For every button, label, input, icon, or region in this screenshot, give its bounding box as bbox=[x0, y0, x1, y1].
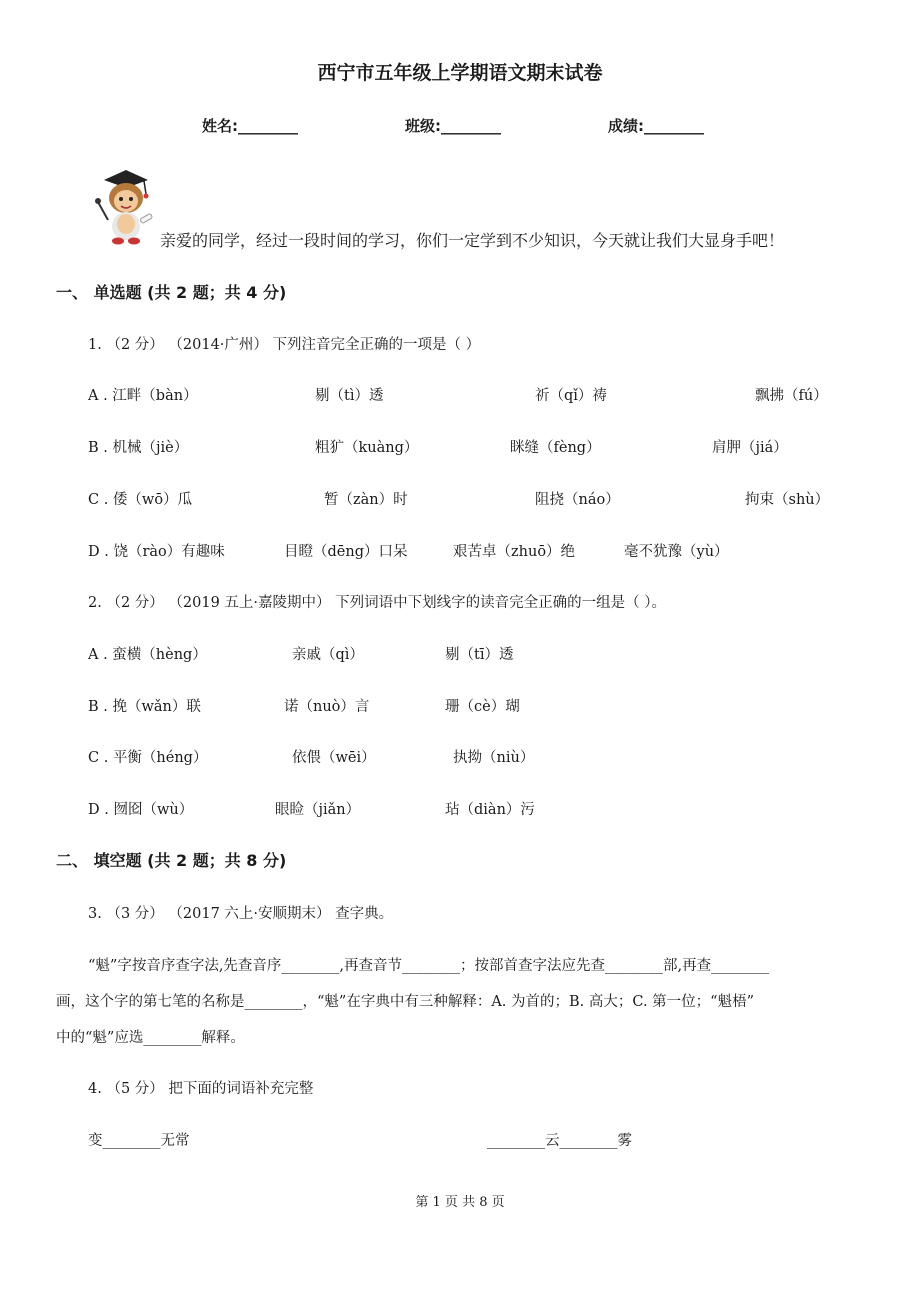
q1-option-c-1: C . 倭（wō）瓜 bbox=[88, 492, 193, 508]
q1-option-a-2: 剔（tì）透 bbox=[315, 388, 384, 404]
question-4-stem: 4. （5 分） 把下面的词语补充完整 bbox=[88, 1081, 314, 1097]
score-field: 成绩:________ bbox=[608, 117, 704, 135]
graduate-mascot-icon bbox=[86, 162, 158, 246]
question-1-stem: 1. （2 分） （2014·广州） 下列注音完全正确的一项是（ ） bbox=[88, 337, 481, 353]
q2-option-c-3: 执拗（niù） bbox=[453, 750, 535, 766]
q1-option-d-2: 目瞪（dēng）口呆 bbox=[284, 544, 408, 560]
question-3-line-3: 中的“魁”应选________解释。 bbox=[56, 1030, 245, 1046]
q1-option-b-4: 肩胛（jiá） bbox=[712, 440, 788, 456]
q2-option-d-2: 眼睑（jiǎn） bbox=[275, 802, 361, 818]
q2-option-b-2: 诺（nuò）言 bbox=[284, 699, 370, 715]
q1-option-b-2: 粗犷（kuàng） bbox=[315, 440, 419, 456]
q1-option-b-3: 眯缝（fèng） bbox=[510, 440, 601, 456]
q2-option-d-3: 玷（diàn）污 bbox=[445, 802, 535, 818]
q1-option-a-4: 飘拂（fú） bbox=[755, 388, 828, 404]
q2-option-a-1: A . 蛮横（hèng） bbox=[88, 647, 207, 663]
q2-option-b-1: B . 挽（wǎn）联 bbox=[88, 699, 201, 715]
page-title: 西宁市五年级上学期语文期末试卷 bbox=[317, 62, 603, 84]
q2-option-b-3: 珊（cè）瑚 bbox=[445, 699, 520, 715]
q1-option-b-1: B . 机械（jiè） bbox=[88, 440, 189, 456]
greeting-text: 亲爱的同学，经过一段时间的学习，你们一定学到不少知识，今天就让我们大显身手吧！ bbox=[160, 231, 785, 250]
question-3-line-1: “魁”字按音序查字法,先查音序________,再查音节________；按部首查字法应先查________部,再查________ bbox=[88, 958, 770, 974]
q1-option-c-4: 拘束（shù） bbox=[745, 492, 830, 508]
question-4-item-1: 变________无常 bbox=[88, 1133, 190, 1149]
q1-option-d-4: 毫不犹豫（yù） bbox=[624, 544, 729, 560]
question-4-item-2: ________云________雾 bbox=[487, 1133, 632, 1149]
q2-option-c-2: 依偎（wēi） bbox=[292, 750, 376, 766]
section-heading-fill-blank: 二、 填空题 (共 2 题；共 8 分) bbox=[56, 851, 287, 870]
q1-option-a-1: A . 江畔（bàn） bbox=[88, 388, 198, 404]
page-footer: 第 1 页 共 8 页 bbox=[415, 1195, 505, 1210]
q1-option-c-2: 暂（zàn）时 bbox=[324, 492, 408, 508]
q2-option-a-3: 剔（tī）透 bbox=[445, 647, 514, 663]
question-3-line-2: 画，这个字的第七笔的名称是________，“魁”在字典中有三种解释：A. 为首的；B. 高大；C. 第一位；“魁梧” bbox=[56, 994, 755, 1010]
q1-option-c-3: 阻挠（náo） bbox=[535, 492, 620, 508]
q1-option-a-3: 祈（qǐ）祷 bbox=[535, 388, 607, 404]
q2-option-d-1: D . 囫囵（wù） bbox=[88, 802, 194, 818]
q2-option-a-2: 亲戚（qì） bbox=[292, 647, 364, 663]
q2-option-c-1: C . 平衡（héng） bbox=[88, 750, 208, 766]
section-heading-single-choice: 一、 单选题 (共 2 题；共 4 分) bbox=[56, 283, 287, 302]
q1-option-d-3: 艰苦卓（zhuō）绝 bbox=[453, 544, 576, 560]
question-3-stem: 3. （3 分） （2017 六上·安顺期末） 查字典。 bbox=[88, 906, 394, 922]
question-2-stem: 2. （2 分） （2019 五上·嘉陵期中） 下列词语中下划线字的读音完全正确的一组是（ ）。 bbox=[88, 595, 666, 611]
class-field: 班级:________ bbox=[405, 117, 501, 135]
name-field: 姓名:________ bbox=[202, 117, 298, 135]
q1-option-d-1: D . 饶（rào）有趣味 bbox=[88, 544, 225, 560]
